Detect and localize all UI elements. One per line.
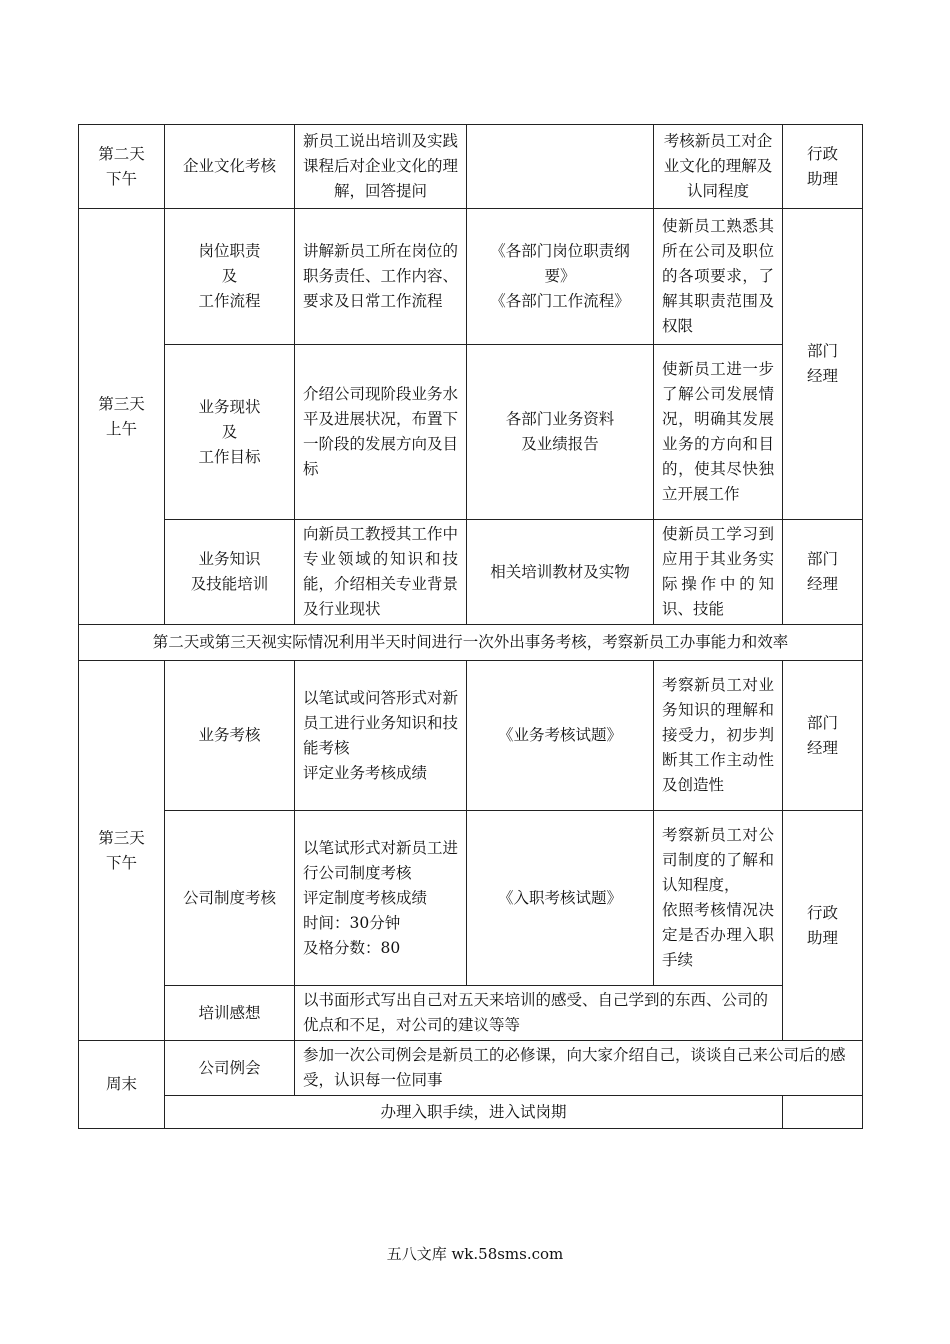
content-cell: 以书面形式写出自己对五天来培训的感受、自己学到的东西、公司的优点和不足，对公司的建议等等 xyxy=(295,986,783,1041)
goal-cell: 使新员工学习到应用于其业务实际操作中的知识、技能 xyxy=(654,520,783,625)
material-cell: 相关培训教材及实物 xyxy=(467,520,654,625)
owner-cell: 行政 助理 xyxy=(783,125,863,209)
material-cell: 《各部门岗位职责纲要》 《各部门工作流程》 xyxy=(467,209,654,345)
content-cell: 办理入职手续，进入试岗期 xyxy=(165,1096,783,1129)
time-cell: 第三天 上午 xyxy=(79,209,165,625)
table-row xyxy=(79,986,863,1041)
owner-cell: 部门 经理 xyxy=(783,661,863,811)
goal-cell: 考察新员工对业务知识的理解和接受力，初步判断其工作主动性及创造性 xyxy=(654,661,783,811)
content-cell: 以笔试或问答形式对新员工进行业务知识和技能考核 评定业务考核成绩 xyxy=(295,661,467,811)
content-cell: 参加一次公司例会是新员工的必修课，向大家介绍自己，谈谈自己来公司后的感受，认识每一位同事 xyxy=(295,1041,863,1096)
goal-cell: 使新员工熟悉其所在公司及职位的各项要求，了解其职责范围及权限 xyxy=(654,209,783,345)
owner-cell: 部门 经理 xyxy=(783,209,863,520)
owner-cell: 部门 经理 xyxy=(783,520,863,625)
table-row xyxy=(79,520,863,625)
topic-cell: 公司制度考核 xyxy=(165,811,295,986)
training-schedule-table xyxy=(78,124,863,1129)
goal-cell: 使新员工进一步了解公司发展情况，明确其发展业务的方向和目的，使其尽快独立开展工作 xyxy=(654,345,783,520)
goal-cell: 考核新员工对企业文化的理解及认同程度 xyxy=(654,125,783,209)
material-cell: 《入职考核试题》 xyxy=(467,811,654,986)
time-cell: 第三天 下午 xyxy=(79,661,165,1041)
material-cell xyxy=(467,125,654,209)
content-cell: 向新员工教授其工作中专业领域的知识和技能，介绍相关专业背景及行业现状 xyxy=(295,520,467,625)
time-cell: 周末 xyxy=(79,1041,165,1129)
table-row xyxy=(79,345,863,520)
table-row xyxy=(79,661,863,811)
empty-cell xyxy=(783,1096,863,1129)
content-cell: 讲解新员工所在岗位的职务责任、工作内容、要求及日常工作流程 xyxy=(295,209,467,345)
topic-cell: 企业文化考核 xyxy=(165,125,295,209)
content-cell: 介绍公司现阶段业务水平及进展状况，布置下一阶段的发展方向及目标 xyxy=(295,345,467,520)
footer-watermark: 五八文库 wk.58sms.com xyxy=(386,1245,564,1263)
topic-cell: 岗位职责 及 工作流程 xyxy=(165,209,295,345)
topic-cell: 业务考核 xyxy=(165,661,295,811)
material-cell: 《业务考核试题》 xyxy=(467,661,654,811)
table-row xyxy=(79,209,863,345)
table-row xyxy=(79,625,863,661)
topic-cell: 培训感想 xyxy=(165,986,295,1041)
topic-cell: 业务知识 及技能培训 xyxy=(165,520,295,625)
table-row xyxy=(79,1041,863,1096)
note-cell: 第二天或第三天视实际情况利用半天时间进行一次外出事务考核，考察新员工办事能力和效率 xyxy=(79,625,863,661)
goal-cell: 考察新员工对公司制度的了解和认知程度， 依照考核情况决定是否办理入职手续 xyxy=(654,811,783,986)
material-cell: 各部门业务资料 及业绩报告 xyxy=(467,345,654,520)
table-row xyxy=(79,811,863,986)
content-cell: 新员工说出培训及实践课程后对企业文化的理解，回答提问 xyxy=(295,125,467,209)
time-cell: 第二天 下午 xyxy=(79,125,165,209)
table-row xyxy=(79,125,863,209)
owner-cell: 行政 助理 xyxy=(783,811,863,1041)
topic-cell: 公司例会 xyxy=(165,1041,295,1096)
content-cell: 以笔试形式对新员工进行公司制度考核 评定制度考核成绩 时间：30分钟 及格分数：80 xyxy=(295,811,467,986)
table-row xyxy=(79,1096,863,1129)
topic-cell: 业务现状 及 工作目标 xyxy=(165,345,295,520)
